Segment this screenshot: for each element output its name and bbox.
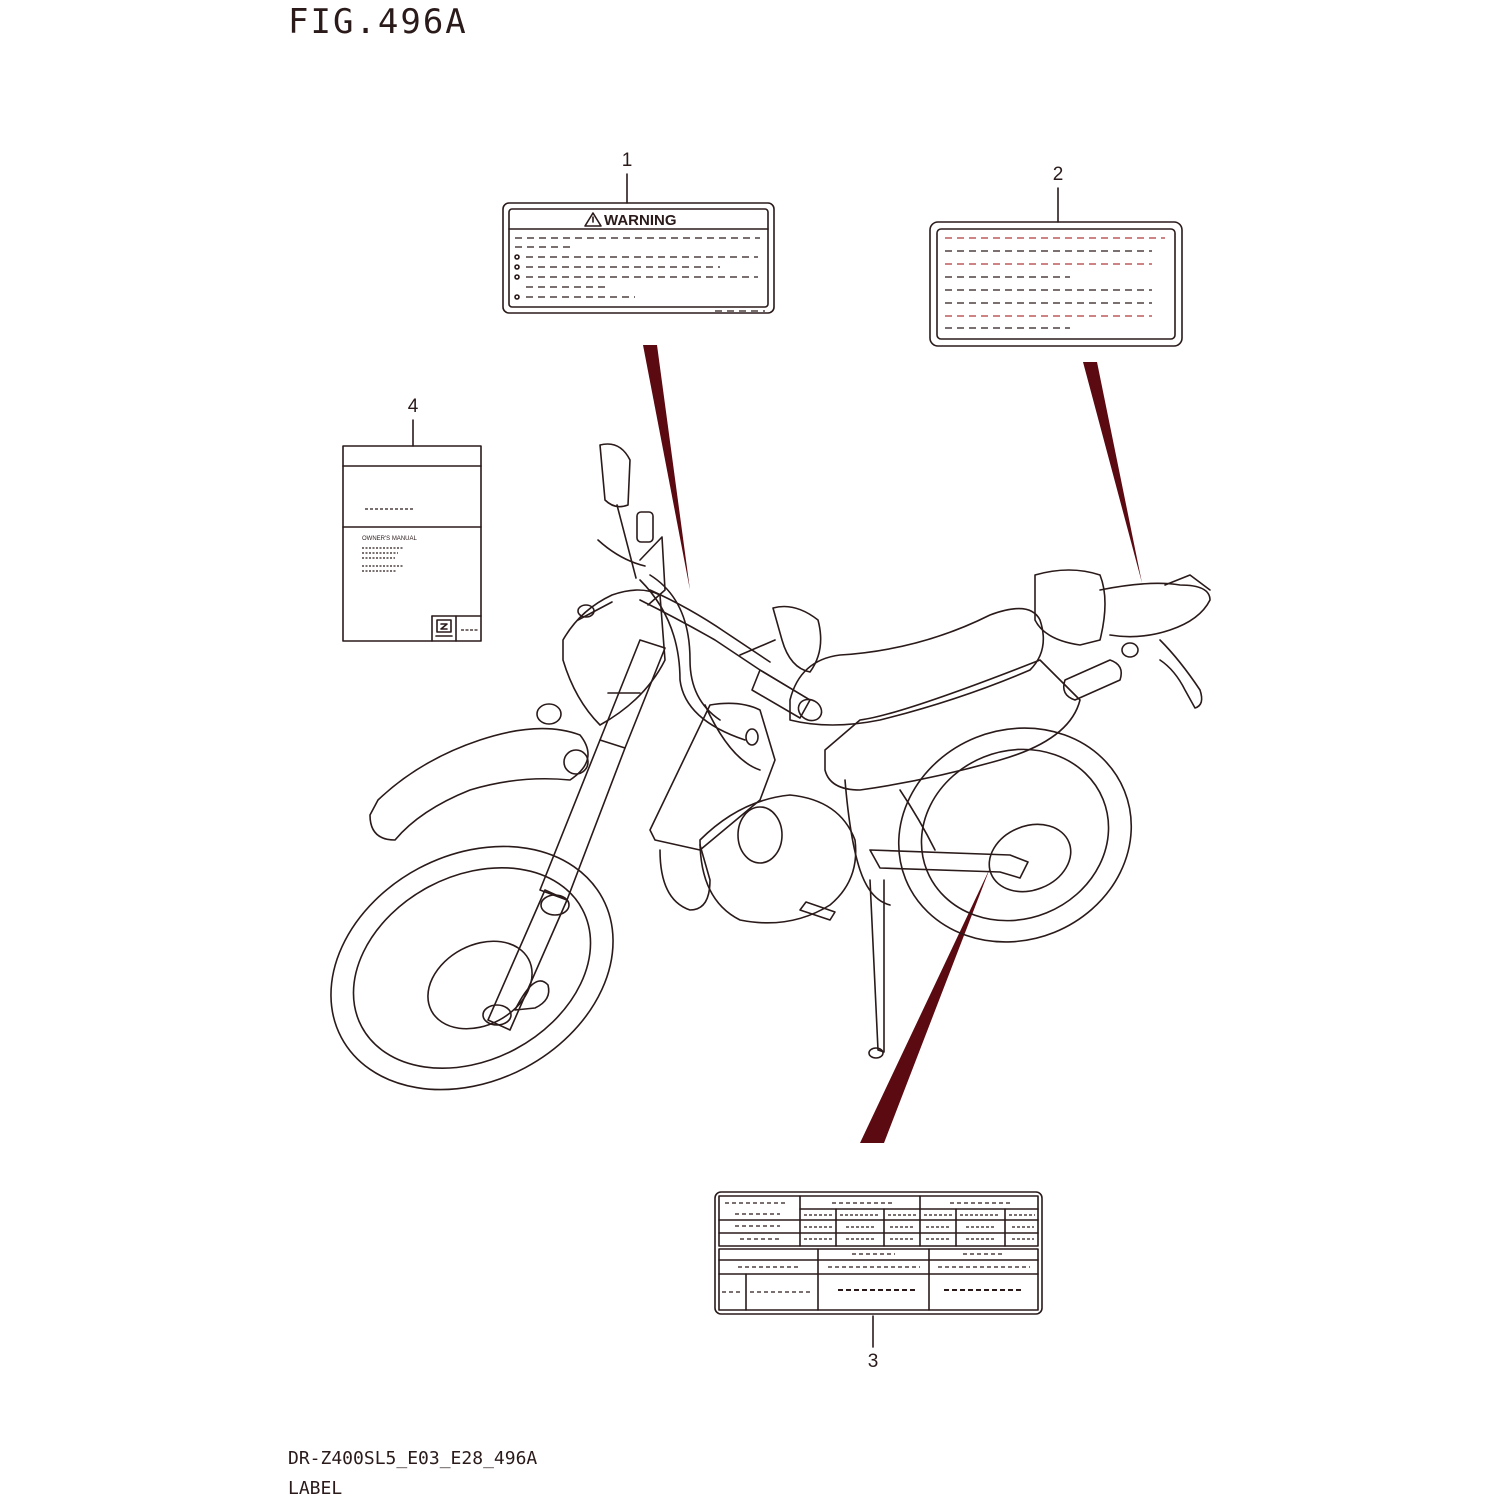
motorcycle-illustration <box>288 444 1210 1137</box>
callout-1: 1 <box>621 150 633 171</box>
owners-manual-text: OWNER'S MANUAL <box>362 536 417 542</box>
suzuki-logo-icon <box>436 620 452 636</box>
label-3-spec-table[interactable] <box>715 1192 1042 1372</box>
figure-label: LABEL <box>288 1478 343 1499</box>
pointer-wedges <box>643 345 1142 1143</box>
warning-triangle-icon <box>585 213 601 226</box>
figure-title: FIG.496A <box>288 2 468 42</box>
callout-2: 2 <box>1052 164 1064 185</box>
callout-3: 3 <box>867 1351 879 1372</box>
figure-code: DR-Z400SL5_E03_E28_496A <box>288 1448 538 1469</box>
warning-heading: WARNING <box>604 212 677 229</box>
label-4-owners-manual[interactable] <box>343 396 481 641</box>
label-2-info[interactable] <box>930 164 1182 346</box>
callout-4: 4 <box>407 396 419 417</box>
label-1-warning[interactable] <box>503 150 774 313</box>
